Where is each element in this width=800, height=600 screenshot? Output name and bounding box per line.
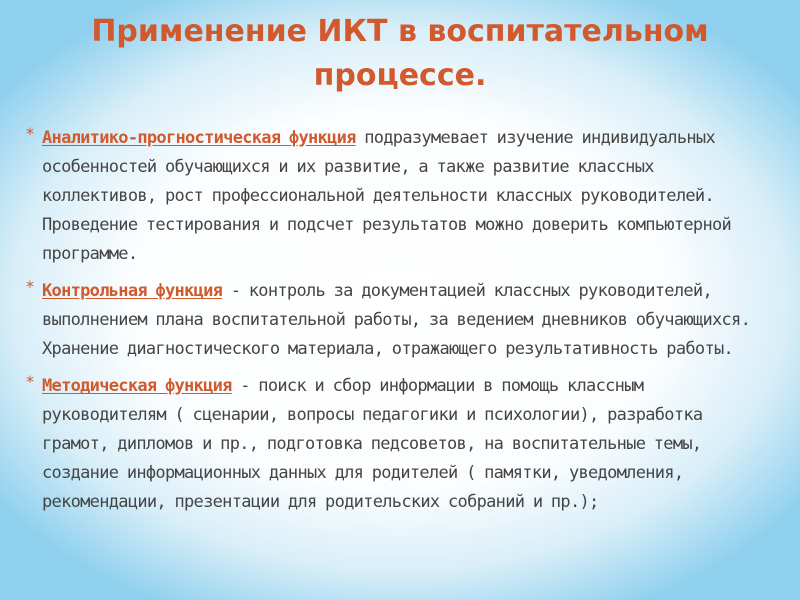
bullet-marker: * [26,124,34,143]
item-text: - контроль за документацией классных руководителей, выполнением плана воспитательной работы, за ведением дневников обучающихся. Хранение диагностического материала, отражающего результативность работы. [42,281,751,359]
bullet-item-analytic [26,124,774,269]
item-term: Методическая функция [42,376,232,396]
item-text: подразумевает изучение индивидуальных особенностей обучающихся и их развитие, а также развитие классных коллективов, рост профессиональной деятельности классных руководителей. Проведение тестирования и подсчет результатов можно доверить компьютерной программе. [42,128,732,264]
slide-title: Применение ИКТ в воспитательном процессе. [91,14,709,93]
item-text: - поиск и сбор информации в помощь классным руководителям ( сценарии, вопросы педагогики и психологии), разработка грамот, дипломов и пр., подготовка педсоветов, на воспитательные темы, создание информационных данных для родителей ( памятки, уведомления, рекомендации, презентации для родительских собраний и пр.); [42,376,703,512]
item-term: Аналитико-прогностическая функция [42,128,356,148]
bullet-item-methodical [26,372,774,517]
bullet-list [26,124,774,517]
item-term: Контрольная функция [42,281,223,301]
bullet-item-control [26,277,774,364]
bullet-marker: * [26,372,34,391]
bullet-marker: * [26,277,34,296]
